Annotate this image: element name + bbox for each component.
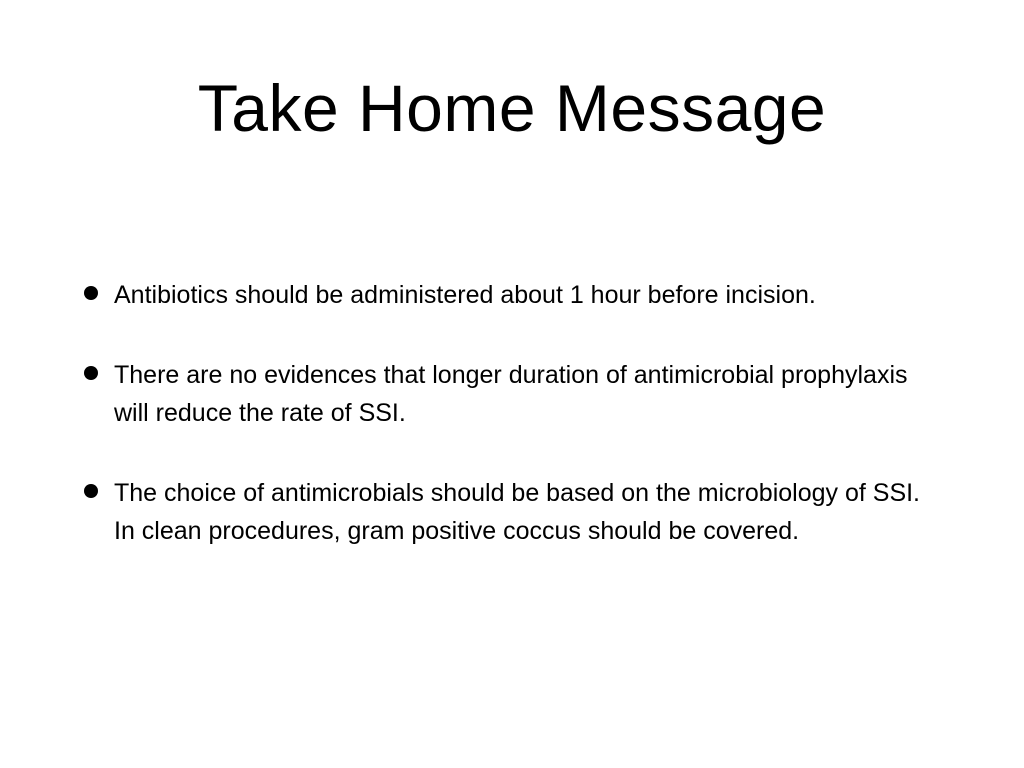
slide-title: Take Home Message bbox=[197, 71, 827, 145]
bullet-text: There are no evidences that longer duration of antimicrobial prophylaxis will reduce the rate of SSI. bbox=[114, 361, 908, 427]
bullet-item-3 bbox=[82, 474, 942, 550]
bullet-text: The choice of antimicrobials should be based on the microbiology of SSI. In clean procedures, gram positive coccus should be covered. bbox=[114, 479, 921, 545]
bullet-text: Antibiotics should be administered about 1 hour before incision. bbox=[114, 281, 816, 309]
bullet-list bbox=[82, 276, 942, 550]
bullet-item-1 bbox=[82, 276, 942, 314]
bullet-item-2 bbox=[82, 356, 942, 432]
bullet-dot-icon bbox=[84, 366, 98, 380]
bullet-dot-icon bbox=[84, 286, 98, 300]
bullet-dot-icon bbox=[84, 484, 98, 498]
